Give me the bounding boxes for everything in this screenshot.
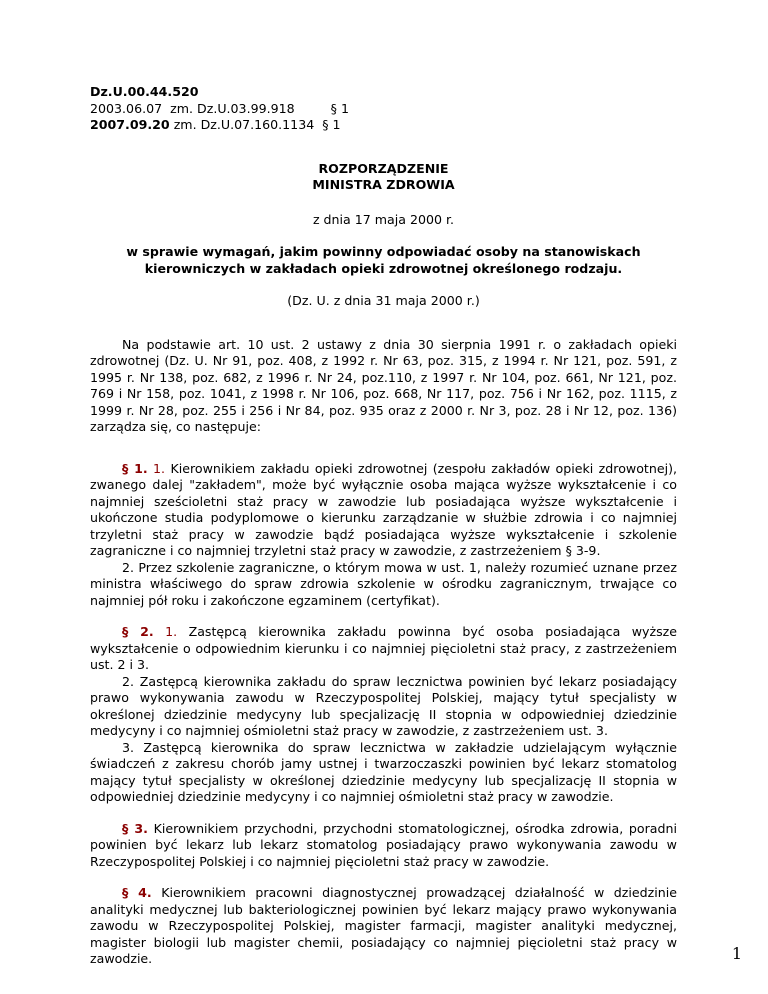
subject-line: w sprawie wymagań, jakim powinny odpowiadać osoby na stanowiskach xyxy=(126,244,641,259)
section-paragraph xyxy=(90,560,677,610)
section-paragraph xyxy=(90,674,677,740)
amendment-reference: zm. Dz.U.07.160.1134 xyxy=(173,117,315,132)
section-symbol: § 3. xyxy=(122,820,148,836)
title-line: MINISTRA ZDROWIA xyxy=(312,177,455,192)
section-paragraph xyxy=(90,624,677,674)
section-symbol: § 2. xyxy=(122,624,154,639)
page-number: 1 xyxy=(731,944,742,963)
paragraph-text: Kierownikiem pracowni diagnostycznej prowadzącej działalność w dziedzinie analityki medycznej lub bakteriologicznej powinien być lekarz mający prawo wykonywania zawodu w Rzeczypospolitej Polskiej, magister farmacji, magister analityki medycznej, magister biologii lub magister chemii, posiadający co najmniej pięcioletni staż pracy w zawodzie. xyxy=(90,885,677,966)
document-page xyxy=(90,84,677,968)
document-subject xyxy=(90,244,677,277)
amendment-reference: zm. Dz.U.03.99.918 xyxy=(170,100,295,116)
section-symbol: § 4. xyxy=(122,885,152,900)
amendment-line-1 xyxy=(90,101,677,118)
legal-basis: Na podstawie art. 10 ust. 2 ustawy z dnia 30 sierpnia 1991 r. o zakładach opieki zdrowotnej (Dz. U. Nr 91, poz. 408, z 1992 r. Nr 63, poz. 315, z 1994 r. Nr 121, poz. 591, z 1995 r. Nr 138, poz. 682, z 1996 r. Nr 24, poz.110, z 1997 r. Nr 104, poz. 661, Nr 121, poz. 769 i Nr 158, poz. 1041, z 1998 r. Nr 106, poz. 668, Nr 117, poz. 756 i Nr 162, poz. 1115, z 1999 r. Nr 28, poz. 255 i 256 i Nr 84, poz. 935 oraz z 2000 r. Nr 3, poz. 28 i Nr 12, poz. 136) zarządza się, co następuje: xyxy=(90,336,677,434)
subject-line: kierowniczych w zakładach opieki zdrowotnej określonego rodzaju. xyxy=(144,260,623,276)
section-2 xyxy=(90,624,677,806)
section-1 xyxy=(90,461,677,610)
document-title xyxy=(90,161,677,194)
paragraph-text: Zastępcą kierownika zakładu powinna być osoba posiadająca wyższe wykształcenie o odpowiednim kierunku i co najmniej pięcioletni staż pracy, z zastrzeżeniem ust. 2 i 3. xyxy=(90,624,677,672)
amendment-line-2 xyxy=(90,117,677,134)
amendment-header xyxy=(90,84,677,134)
paragraph-text: Kierownikiem przychodni, przychodni stomatologicznej, ośrodka zdrowia, poradni powinien być lekarz lub lekarz stomatolog posiadający prawo wykonywania zawodu w Rzeczypospolitej Polskiej i co najmniej pięcioletni staż pracy w zawodzie. xyxy=(90,820,677,869)
section-paragraph xyxy=(90,740,677,806)
section-symbol: § 1. xyxy=(122,460,148,476)
amendment-section: § 1 xyxy=(330,100,349,116)
section-4 xyxy=(90,885,677,968)
paragraph-text: Zastępcą kierownika do spraw lecznictwa w zakładzie udzielającym wyłącznie świadczeń z zakresu chorób jamy ustnej i twarzoczaszki powinien być lekarz stomatolog mający tytuł specjalisty w określonej dziedzinie medycyny lub specjalizację II stopnia w odpowiedniej dziedzinie medycyny i co najmniej ośmioletni staż pracy w zawodzie. xyxy=(90,739,677,804)
paragraph-number: 2. xyxy=(122,673,135,689)
paragraph-number: 3. xyxy=(122,739,135,755)
paragraph-text: Kierownikiem zakładu opieki zdrowotnej (zespołu zakładów opieki zdrowotnej), zwanego dalej "zakładem", może być wyłącznie osoba mająca wyższe wykształcenie i co najmniej sześcioletni staż pracy w zawodzie lub posiadająca wyższe wykształcenie i ukończone studia podyplomowe o kierunku zarządzanie w służbie zdrowia i co najmniej trzyletni staż pracy w zawodzie bądź posiadająca wyższe wykształcenie i szkolenie zagraniczne i co najmniej trzyletni staż pracy w zawodzie, z zastrzeżeniem § 3-9. xyxy=(90,460,677,558)
issue-date: z dnia 17 maja 2000 r. xyxy=(312,211,455,227)
section-paragraph xyxy=(90,461,677,560)
section-3 xyxy=(90,821,677,871)
journal-reference: Dz.U.00.44.520 xyxy=(90,84,199,99)
publication-note: (Dz. U. z dnia 31 maja 2000 r.) xyxy=(287,293,480,308)
amendment-date: 2003.06.07 xyxy=(90,100,163,116)
paragraph-number: 1. xyxy=(153,460,166,476)
paragraph-number: 1. xyxy=(165,624,178,639)
paragraph-text: Zastępcą kierownika zakładu do spraw lecznictwa powinien być lekarz posiadający prawo wykonywania zawodu w Rzeczypospolitej Polskiej, mający tytuł specjalisty w określonej dziedzinie medycyny lub specjalizację II stopnia w odpowiedniej dziedzinie medycyny i co najmniej ośmioletni staż pracy w zawodzie, z zastrzeżeniem ust. 3. xyxy=(90,673,677,738)
amendment-date: 2007.09.20 xyxy=(90,117,170,132)
paragraph-number: 2. xyxy=(122,559,135,575)
section-paragraph xyxy=(90,821,677,871)
title-line: ROZPORZĄDZENIE xyxy=(318,160,449,176)
paragraph-text: Przez szkolenie zagraniczne, o którym mowa w ust. 1, należy rozumieć uznane przez ministra właściwego do spraw zdrowia szkolenie w ośrodku zagranicznym, trwające co najmniej pół roku i zakończone egzaminem (certyfikat). xyxy=(90,559,677,608)
amendment-section: § 1 xyxy=(322,117,341,132)
section-paragraph xyxy=(90,885,677,968)
